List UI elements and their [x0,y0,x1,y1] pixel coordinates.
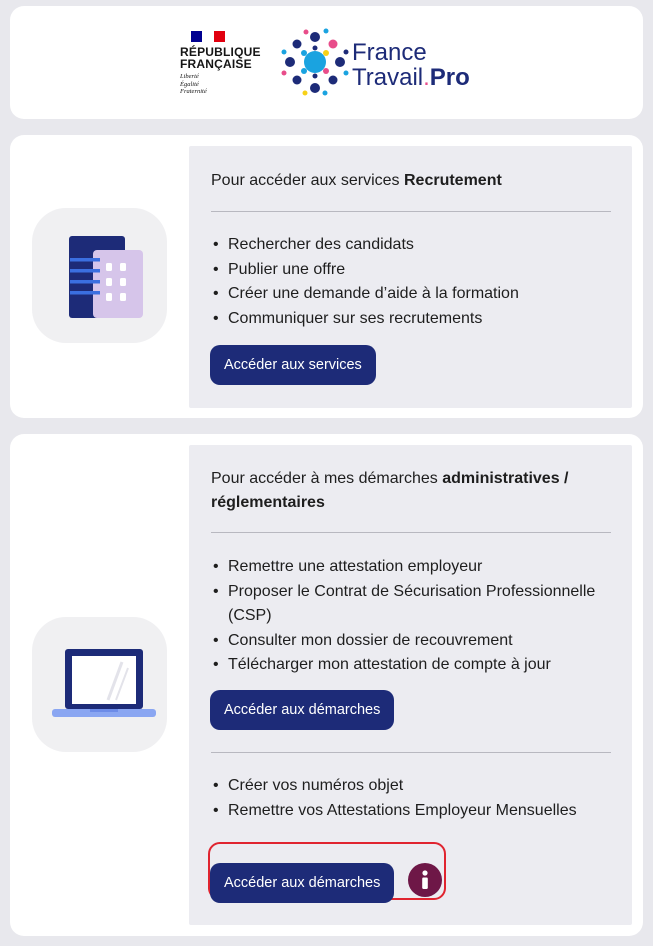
administratif-divider [211,532,611,533]
acceder-demarches-button-2[interactable]: Accéder aux démarches [210,863,394,903]
recrutement-title: Pour accéder aux services Recrutement [211,172,502,189]
info-glyph-icon [419,870,431,890]
list-item: • Rechercher des candidats [211,233,621,258]
acceder-demarches-button[interactable]: Accéder aux démarches [210,690,394,730]
list-item: • Communiquer sur ses recrutements [211,307,621,332]
list-item: • Remettre vos Attestations Employeur Mensuelles [211,799,621,824]
list-item: • Publier une offre [211,258,621,283]
office-building-icon [32,208,167,343]
header-card [10,6,643,119]
recrutement-divider [211,211,611,212]
administratif-title: Pour accéder à mes démarches administratives / réglementaires [211,470,569,511]
acceder-services-button[interactable]: Accéder aux services [210,345,376,385]
recrutement-illustration [32,208,167,343]
recrutement-list [211,233,621,331]
administratif-card [10,434,643,936]
list-item: • Créer une demande d’aide à la formation [211,282,621,307]
laptop-icon [32,617,167,752]
list-item: • Consulter mon dossier de recouvrement [211,629,621,654]
administratif-list [211,555,621,678]
france-travail-logo-icon [280,26,350,98]
recrutement-panel [189,146,632,408]
administratif-divider-2 [211,752,611,753]
info-icon[interactable] [408,863,442,897]
list-item: • Créer vos numéros objet [211,774,621,799]
list-item: • Proposer le Contrat de Sécurisation Professionnelle (CSP) [211,580,621,629]
republique-line-2: FRANÇAISE [180,57,252,71]
republique-line-1: RÉPUBLIQUE [180,45,261,59]
french-flag-icon [191,31,225,42]
list-item: • Télécharger mon attestation de compte à jour [211,653,621,678]
administratif-list-2 [211,774,621,823]
france-travail-pro-wordmark: France Travail.Pro [352,39,470,91]
list-item: • Remettre une attestation employeur [211,555,621,580]
recrutement-card [10,135,643,418]
administratif-illustration [32,617,167,752]
republique-motto: Liberté Égalité Fraternité [180,73,207,95]
administratif-panel [189,445,632,925]
republique-francaise-logo [180,31,272,96]
